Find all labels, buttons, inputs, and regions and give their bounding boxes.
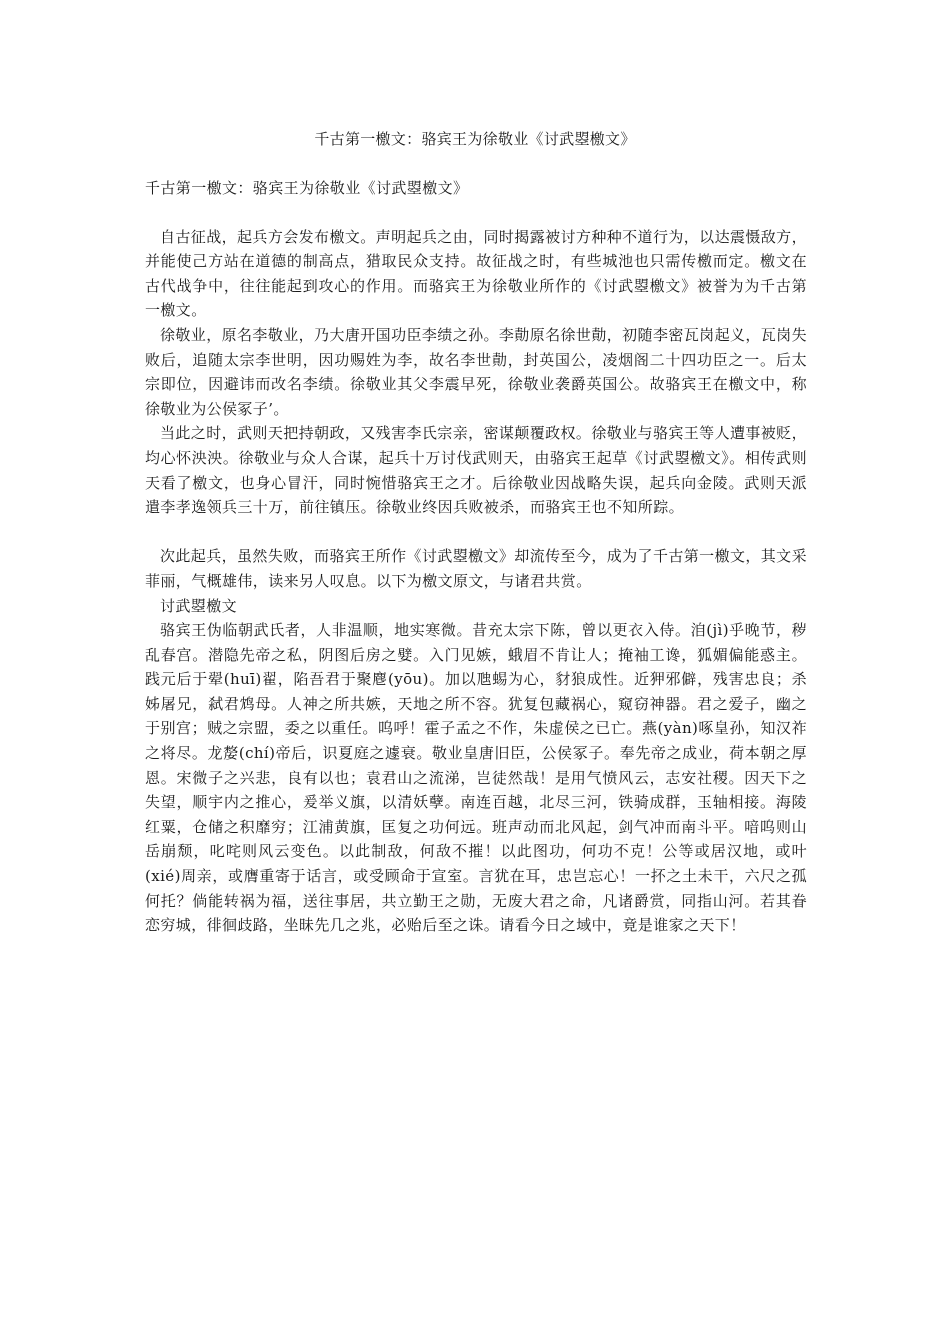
document-subtitle: 千古第一檄文：骆宾王为徐敬业《讨武曌檄文》	[145, 179, 469, 197]
paragraph-proclamation: 骆宾王伪临朝武氏者，人非温顺，地实寒微。昔充太宗下陈，曾以更衣入侍。洎(jì)乎晚节，秽乱春宫。潜隐先帝之私，阴图后房之嬖。入门见嫉，蛾眉不肯让人；掩袖工谗，狐媚偏能惑主。践元后于翚(huī)翟，陷吾君于聚麀(yōu)。加以虺蜴为心，豺狼成性。近狎邪僻，残害忠良；杀姊屠兄，弑君鸩母。人神之所共嫉，天地之所不容。犹复包藏祸心，窥窃神器。君之爱子，幽之于别宫；贼之宗盟，委之以重任。呜呼！霍子孟之不作，朱虚侯之已亡。燕(yàn)啄皇孙，知汉祚之将尽。龙嫠(chí)帝后，识夏庭之遽衰。敬业皇唐旧臣，公侯冢子。奉先帝之成业，荷本朝之厚恩。宋微子之兴悲，良有以也；袁君山之流涕，岂徒然哉！是用气愤风云，志安社稷。因天下之失望，顺宇内之推心，爰举义旗，以清妖孽。南连百越，北尽三河，铁骑成群，玉轴相接。海陵红粟，仓储之积靡穷；江浦黄旗，匡复之功何远。班声动而北风起，剑气冲而南斗平。喑呜则山岳崩颓，叱咤则风云变色。以此制敌，何敌不摧！以此图功，何功不克！公等或居汉地，或叶(xié)周亲，或膺重寄于话言，或受顾命于宣室。言犹在耳，忠岂忘心！一抔之土未干，六尺之孤何托？倘能转祸为福，送往事居，共立勤王之勋，无废大君之命，凡诸爵赏，同指山河。若其眷恋穷城，徘徊歧路，坐昧先几之兆，必贻后至之诛。请看今日之域中，竟是谁家之天下！	[145, 621, 807, 935]
document-title: 千古第一檄文：骆宾王为徐敬业《讨武曌檄文》	[314, 130, 636, 148]
paragraph-intro: 自古征战，起兵方会发布檄文。声明起兵之由，同时揭露被讨方种种不道行为，以达震慑敌方，并能使己方站在道德的制高点，猎取民众支持。故征战之时，有些城池也只需传檄而定。檄文在古代战争中，往往能起到攻心的作用。而骆宾王为徐敬业所作的《讨武曌檄文》被誉为为千古第一檄文。	[145, 227, 807, 320]
paragraph-spacer	[145, 520, 807, 545]
document-body	[145, 176, 807, 938]
section-heading: 讨武曌檄文	[160, 596, 238, 615]
paragraph-uprising: 当此之时，武则天把持朝政，又残害李氏宗亲，密谋颠覆政权。徐敬业与骆宾王等人遭事被贬，均心怀泱泱。徐敬业与众人合谋，起兵十万讨伐武则天，由骆宾王起草《讨武曌檄文》。相传武则天看了檄文，也身心冒汗，同时惋惜骆宾王之才。后徐敬业因战略失误，起兵向金陵。武则天派遣李孝逸领兵三十万，前往镇压。徐敬业终因兵败被杀，而骆宾王也不知所踪。	[145, 424, 807, 517]
paragraph-legacy: 次此起兵，虽然失败，而骆宾王所作《讨武曌檄文》却流传至今，成为了千古第一檄文，其文采菲丽，气概雄伟，读来另人叹息。以下为檄文原文，与诸君共赏。	[145, 547, 807, 590]
paragraph-xu-jingye: 徐敬业，原名李敬业，乃大唐开国功臣李绩之孙。李勣原名徐世勣，初随李密瓦岗起义，瓦岗失败后，追随太宗李世明，因功赐姓为李，故名李世勣，封英国公，凌烟阁二十四功臣之一。后太宗即位，因避讳而改名李绩。徐敬业其父李震早死，徐敬业袭爵英国公。故骆宾王在檄文中，称徐敬业为公侯冢子’。	[145, 325, 807, 418]
